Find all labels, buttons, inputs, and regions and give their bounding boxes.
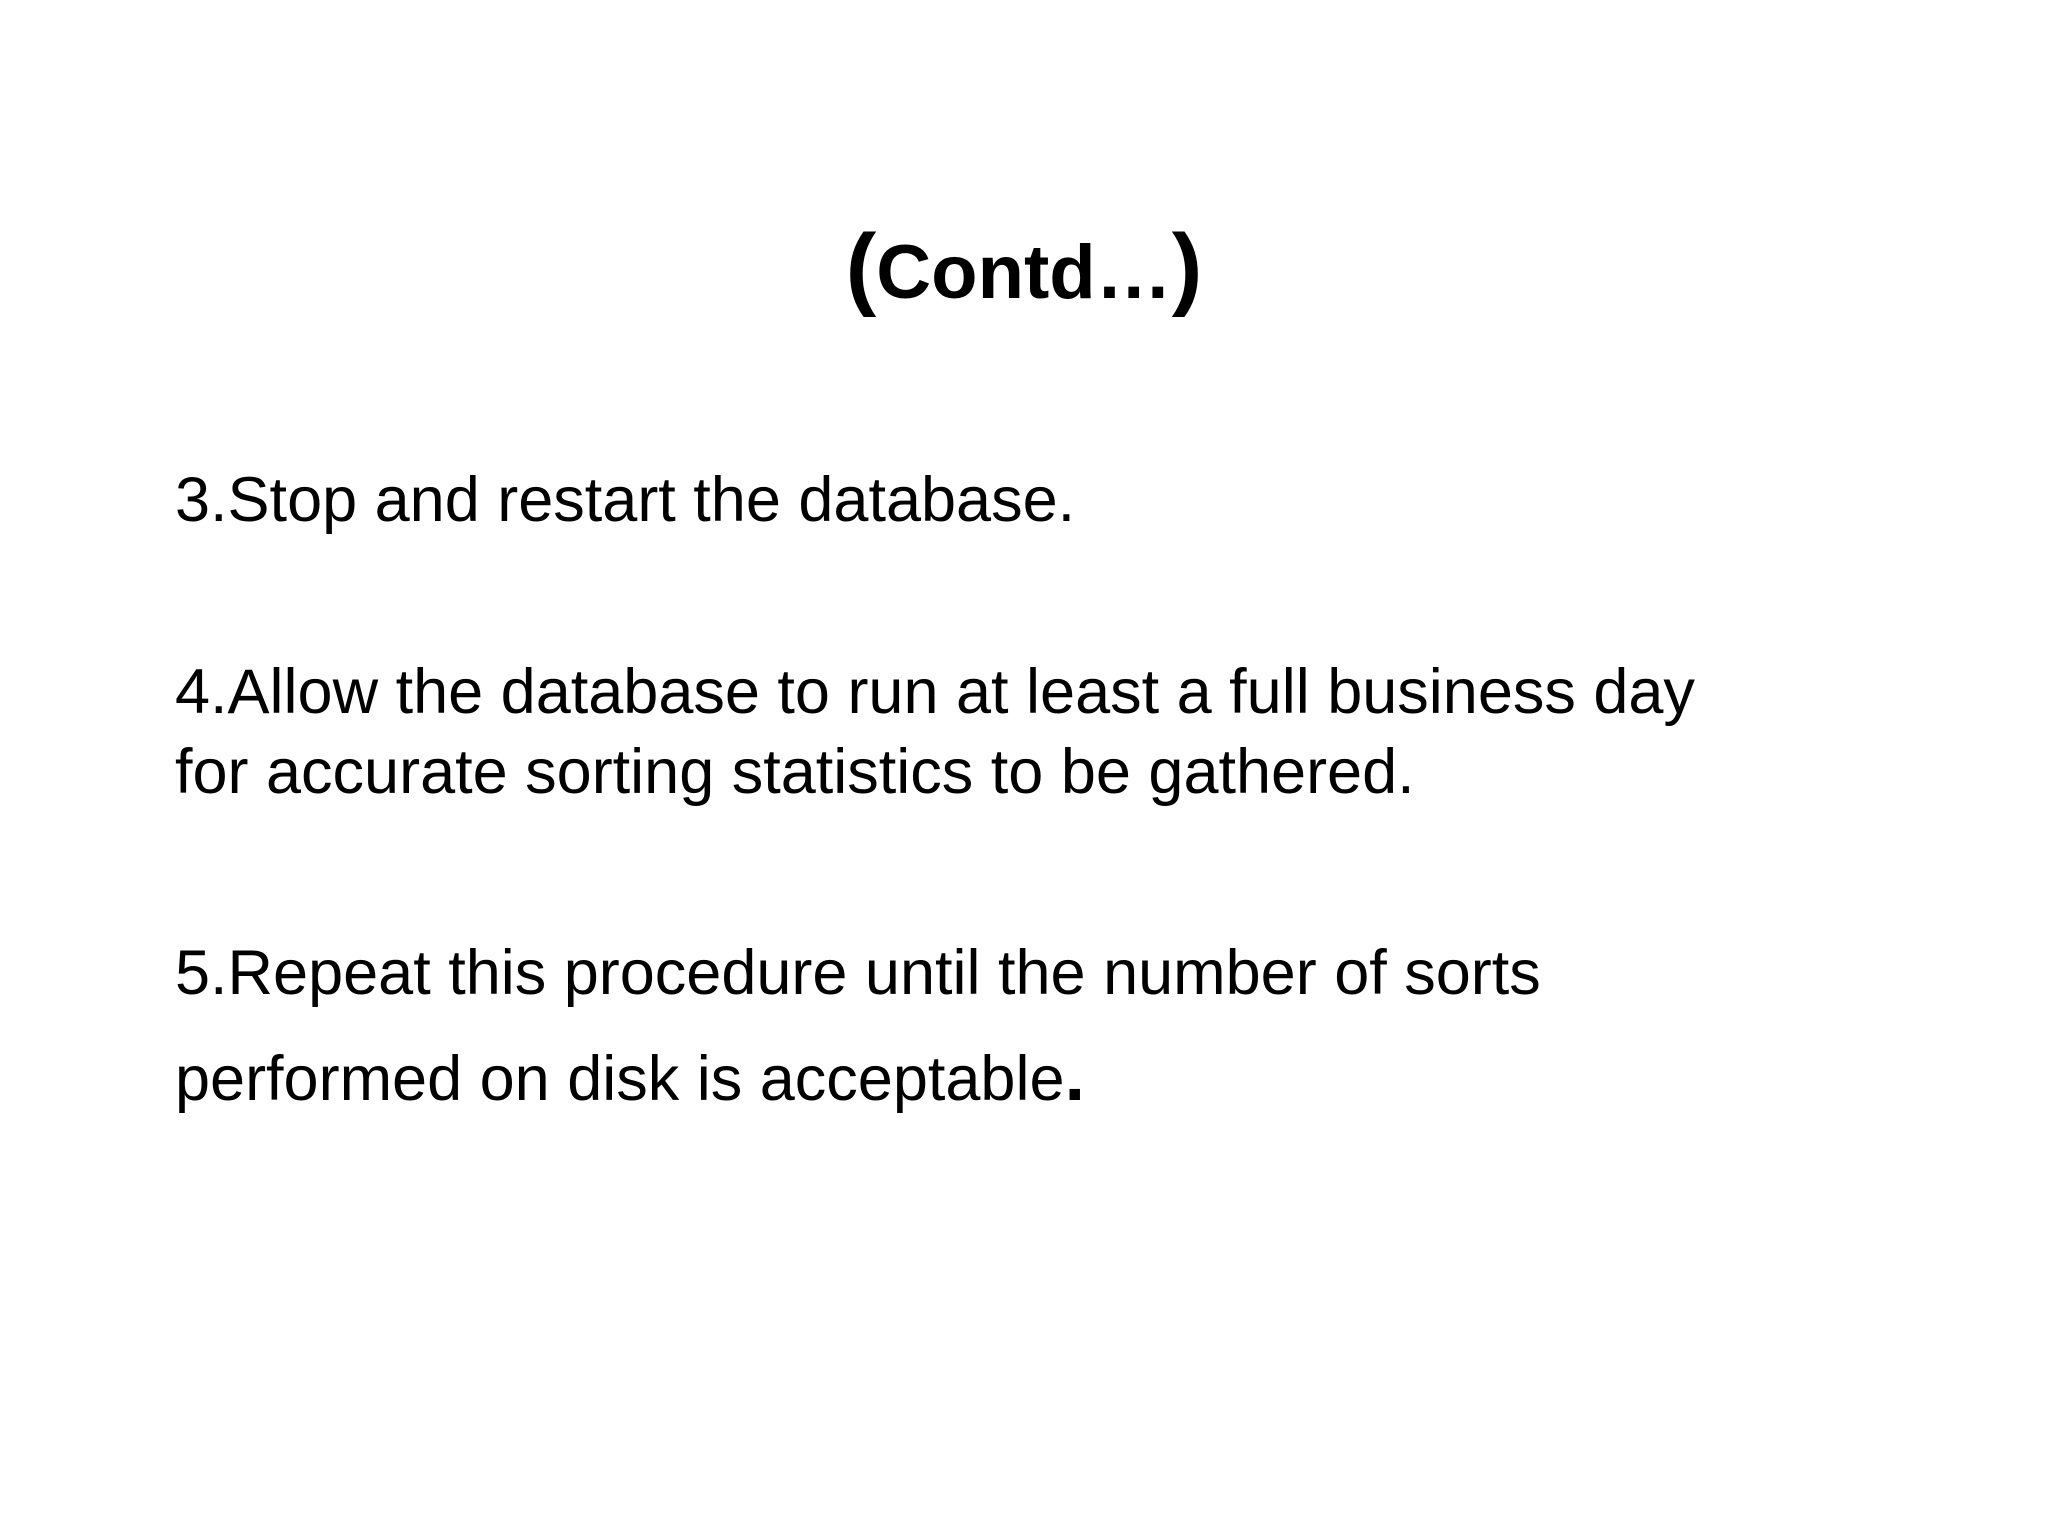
list-item-step-5 bbox=[175, 922, 1895, 1130]
step-5-trailing-period: . bbox=[1064, 1033, 1086, 1116]
step-5-line-2-wrapper bbox=[175, 1024, 1895, 1130]
title-open-paren: ( bbox=[845, 216, 877, 318]
step-3-line-1: 3.Stop and restart the database. bbox=[175, 465, 1076, 535]
slide-title bbox=[0, 216, 2048, 318]
step-4-line-2: for accurate sorting statistics to be gathered. bbox=[175, 737, 1415, 807]
list-item-step-4 bbox=[175, 652, 1895, 812]
title-close-paren: ) bbox=[1171, 216, 1203, 318]
step-5-line-1: 5.Repeat this procedure until the number of sorts bbox=[175, 938, 1541, 1008]
step-4-line-1: 4.Allow the database to run at least a full business day bbox=[175, 657, 1695, 727]
list-item-step-3 bbox=[175, 460, 1895, 540]
step-5-line-2: performed on disk is acceptable bbox=[175, 1044, 1065, 1114]
title-text: Contd… bbox=[876, 230, 1172, 315]
